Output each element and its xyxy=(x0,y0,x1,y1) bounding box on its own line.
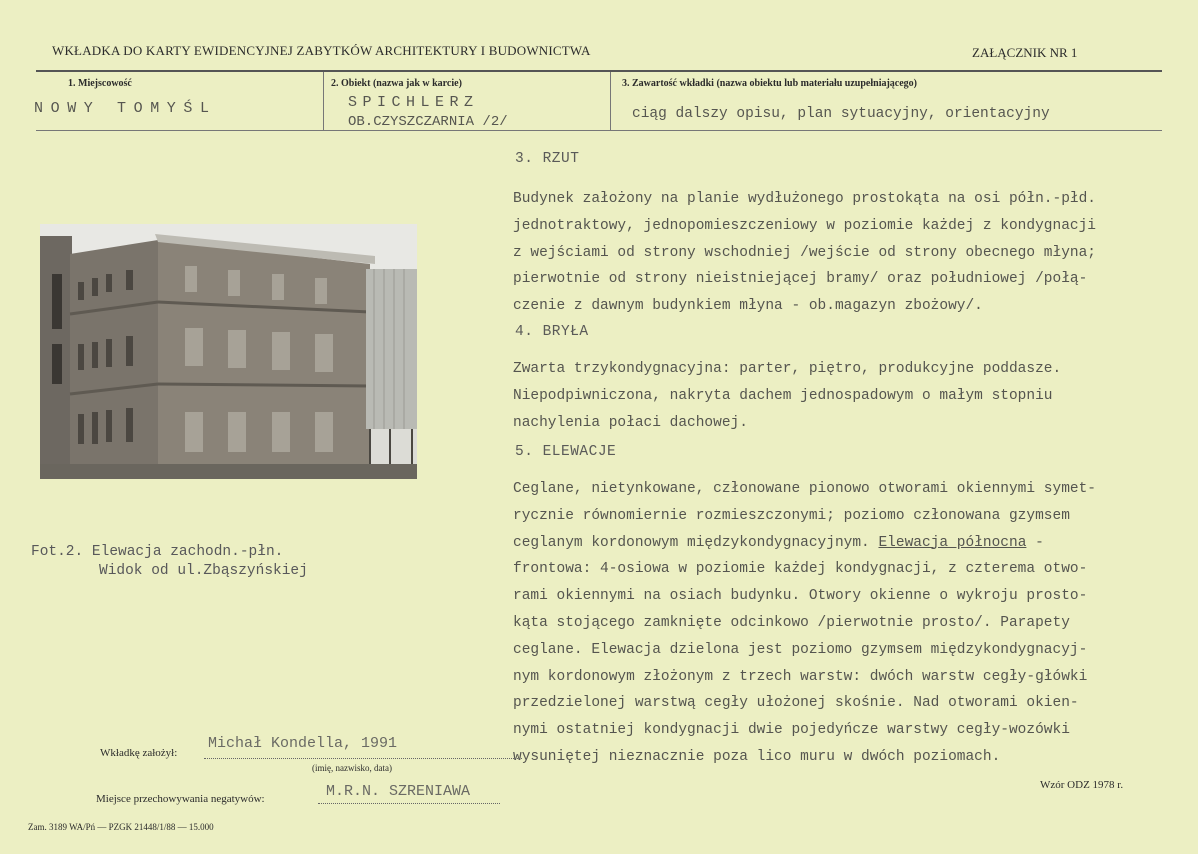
form-title: WKŁADKA DO KARTY EWIDENCYJNEJ ZABYTKÓW ARCHITEKTURY I BUDOWNICTWA xyxy=(52,43,591,58)
text-line: przedzielonej warstwą cegły ułożonej skośnie. Nad otworami okien- xyxy=(513,695,1079,712)
author-sublabel: (imię, nazwisko, data) xyxy=(312,763,392,773)
text-line: rami okiennymi na osiach budynku. Otwory okienne o wykroju prosto- xyxy=(513,588,1088,605)
text-line: Ceglane, nietynkowane, członowane pionowo otworami okiennymi symet- xyxy=(513,481,1096,497)
object-label: 2. Obiekt (nazwa jak w karcie) xyxy=(331,78,462,89)
storage-line xyxy=(318,803,500,804)
underlined-heading: Elewacja północna xyxy=(878,534,1027,551)
text-line: z wejściami od strony wschodniej /wejście od strony obecnego młyna; xyxy=(513,244,1096,261)
text-line: ceglane. Elewacja dzielona jest poziomo gzymsem międzykondygnacyj- xyxy=(513,641,1088,658)
text-line: czenie z dawnym budynkiem młyna - ob.magazyn zbożowy/. xyxy=(513,298,983,315)
section-bryla-title: 4. BRYŁA xyxy=(515,324,589,340)
text-line: nymi ostatniej kondygnacji dwie pojedyńcze warstwy cegły-wozówki xyxy=(513,722,1070,739)
order-note: Zam. 3189 WA/Pń — PZGK 21448/1/88 — 15.000 xyxy=(28,822,214,832)
text-line: nachylenia połaci dachowej. xyxy=(513,414,748,431)
text-line: ceglanym kordonowym międzykondygnacyjnym. Elewacja północna - xyxy=(513,534,1044,551)
text-line: kąta stojącego zamknięte odcinkowo /pierwotnie prosto/. Parapety xyxy=(513,614,1070,631)
place-label: 1. Miejscowość xyxy=(68,78,132,89)
text-line: rycznie równomiernie rozmieszczonymi; poziomo członowana gzymsem xyxy=(513,507,1070,524)
header-bottom-rule xyxy=(36,130,1162,131)
storage-value: M.R.N. SZRENIAWA xyxy=(326,783,471,800)
place-value: NOWY TOMYŚL xyxy=(34,100,217,117)
column-divider-2 xyxy=(610,72,611,130)
column-divider-1 xyxy=(323,72,324,130)
text-line: jednotraktowy, jednopomieszczeniowy w poziomie każdej z kondygnacji xyxy=(513,217,1096,234)
section-elewacje-title: 5. ELEWACJE xyxy=(515,444,617,460)
text-line: Budynek założony na planie wydłużonego prostokąta na osi półn.-płd. xyxy=(513,191,1096,207)
photo-caption-line1: Fot.2. Elewacja zachodn.-płn. xyxy=(31,544,284,560)
model-note: Wzór ODZ 1978 r. xyxy=(1040,779,1124,791)
section-rzut-text xyxy=(513,186,1173,320)
object-value-line2: OB.CZYSZCZARNIA /2/ xyxy=(348,114,508,130)
content-label: 3. Zawartość wkładki (nazwa obiektu lub materiału uzupełniającego) xyxy=(622,78,918,89)
author-line xyxy=(204,758,522,759)
author-value: Michał Kondella, 1991 xyxy=(208,735,398,752)
storage-label: Miejsce przechowywania negatywów: xyxy=(96,793,265,805)
section-rzut-title: 3. RZUT xyxy=(515,151,580,167)
text-line: pierwotnie od strony nieistniejącej bramy/ oraz południowej /połą- xyxy=(513,271,1088,288)
content-value: ciąg dalszy opisu, plan sytuacyjny, orientacyjny xyxy=(632,106,1050,122)
text-line: frontowa: 4-osiowa w poziomie każdej kondygnacji, z czterema otwo- xyxy=(513,561,1088,578)
text-line: wysuniętej nieznacznie poza lico muru w dwóch poziomach. xyxy=(513,748,1001,765)
object-value-line1: SPICHLERZ xyxy=(348,94,479,111)
building-photo xyxy=(40,224,417,479)
author-label: Wkładkę założył: xyxy=(100,747,178,759)
top-rule xyxy=(36,70,1162,72)
annex-number: ZAŁĄCZNIK NR 1 xyxy=(972,45,1078,60)
section-elewacje-text xyxy=(513,476,1173,771)
photo-caption xyxy=(31,543,308,581)
photo-caption-line2: Widok od ul.Zbąszyńskiej xyxy=(99,563,308,579)
text-line: Niepodpiwniczona, nakryta dachem jednospadowym o małym stopniu xyxy=(513,387,1053,404)
text-line: nym kordonowym złożonym z trzech warstw: dwóch warstw cegły-główki xyxy=(513,668,1088,685)
text-line: Zwarta trzykondygnacyjna: parter, piętro, produkcyjne poddasze. xyxy=(513,361,1062,377)
section-bryla-text xyxy=(513,356,1173,436)
